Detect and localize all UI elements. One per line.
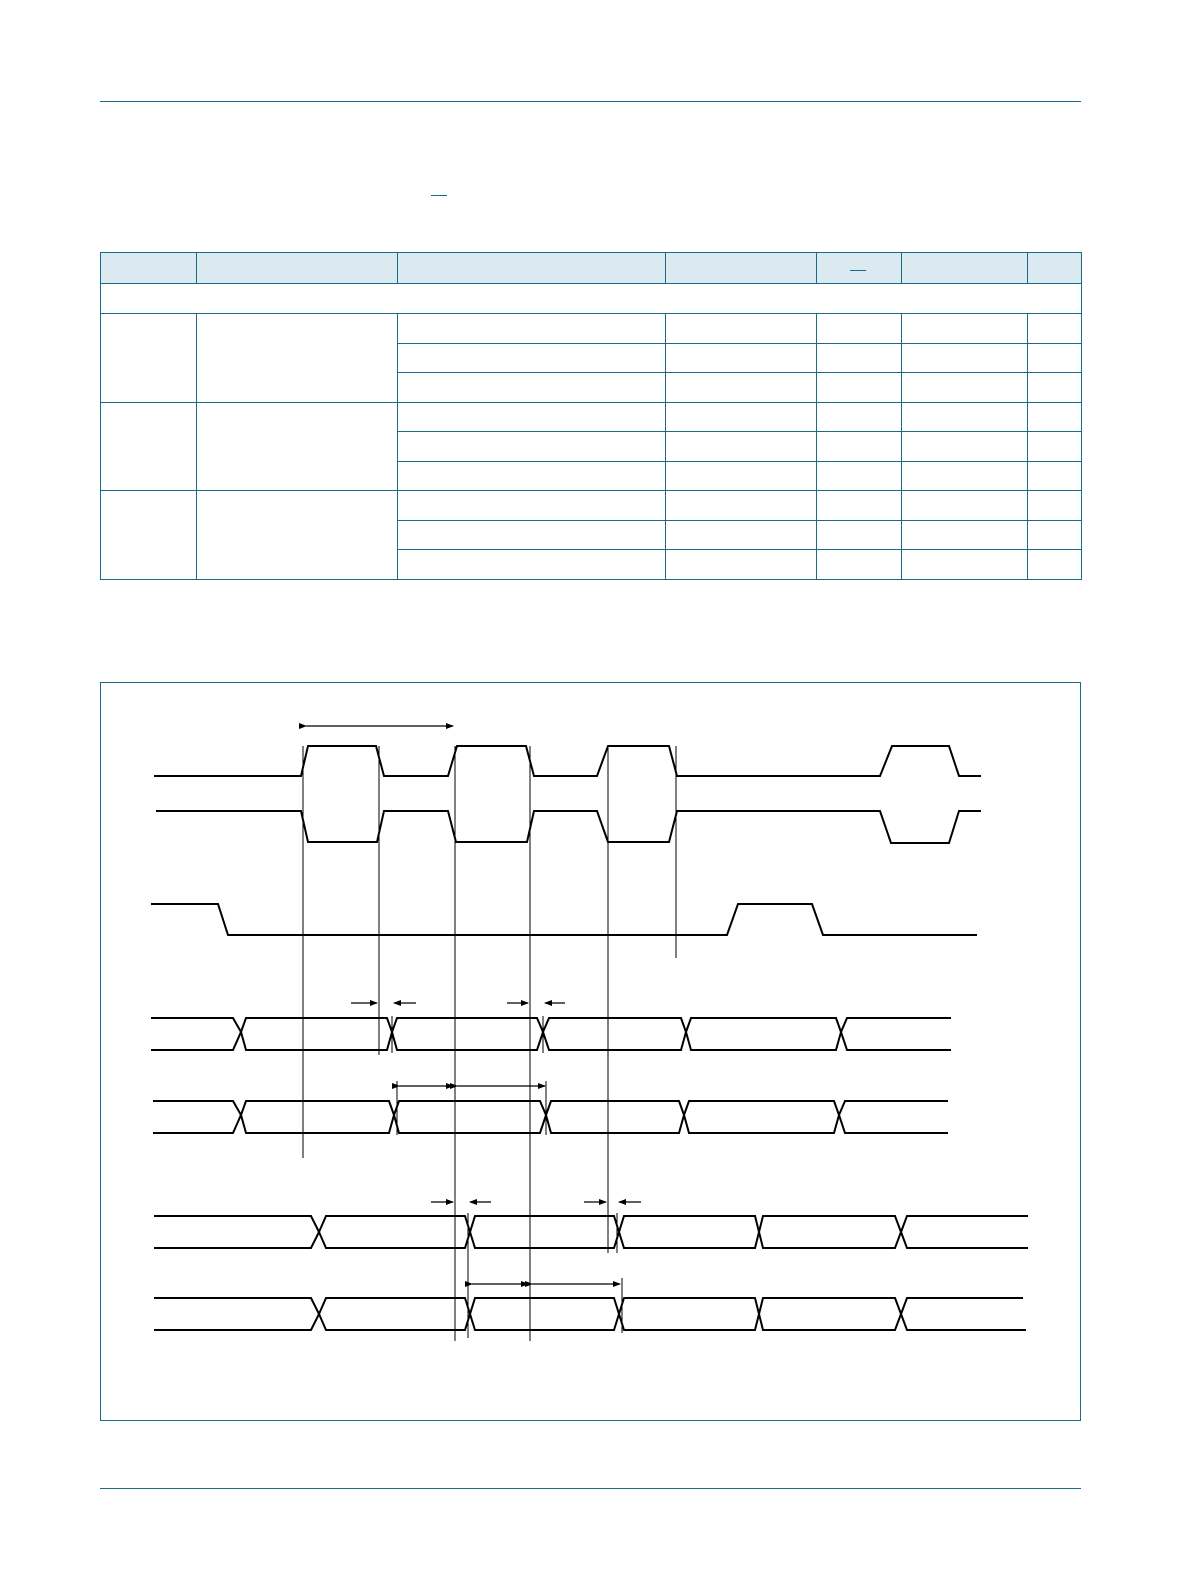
min-cell — [666, 461, 817, 491]
min-cell — [666, 520, 817, 550]
condition-cell — [398, 461, 666, 491]
typ-cell — [817, 461, 902, 491]
data-bus-1-bottom — [151, 1032, 951, 1050]
max-cell — [902, 550, 1028, 580]
typ-cell — [817, 520, 902, 550]
timing-arrows — [306, 726, 641, 1284]
overline-mark — [431, 195, 447, 196]
section-cell — [101, 283, 1082, 314]
header-cell — [902, 253, 1028, 284]
unit-cell — [1028, 550, 1082, 580]
specification-table — [100, 252, 1082, 580]
unit-cell — [1028, 402, 1082, 432]
table-row — [101, 491, 1082, 521]
condition-cell — [398, 314, 666, 344]
min-cell — [666, 314, 817, 344]
symbol-cell — [101, 491, 197, 580]
header-rule — [100, 101, 1081, 102]
data-bus-2-top — [153, 1101, 948, 1115]
typ-cell — [817, 373, 902, 403]
max-cell — [902, 461, 1028, 491]
unit-cell — [1028, 461, 1082, 491]
typ-cell — [817, 432, 902, 462]
condition-cell — [398, 402, 666, 432]
table-row — [101, 402, 1082, 432]
table-row — [101, 314, 1082, 344]
unit-cell — [1028, 373, 1082, 403]
max-cell — [902, 520, 1028, 550]
footer-rule — [100, 1488, 1081, 1489]
data-bus-1-top — [151, 1018, 951, 1032]
unit-cell — [1028, 314, 1082, 344]
max-cell — [902, 373, 1028, 403]
unit-cell — [1028, 343, 1082, 373]
symbol-cell — [101, 314, 197, 403]
typ-cell — [817, 491, 902, 521]
header-cell — [817, 253, 902, 284]
unit-cell — [1028, 520, 1082, 550]
max-cell — [902, 314, 1028, 344]
condition-cell — [398, 343, 666, 373]
data-bus-4-bottom — [154, 1314, 1026, 1330]
symbol-cell — [101, 402, 197, 491]
timing-diagram — [101, 683, 1080, 1420]
data-bus-3-top — [154, 1216, 1028, 1232]
min-cell — [666, 491, 817, 521]
typ-cell — [817, 550, 902, 580]
control-strobe-trace — [151, 904, 977, 935]
condition-cell — [398, 432, 666, 462]
unit-cell — [1028, 491, 1082, 521]
typ-cell — [817, 343, 902, 373]
reference-lines — [303, 746, 676, 1341]
typ-cell — [817, 314, 902, 344]
unit-cell — [1028, 432, 1082, 462]
parameter-cell — [197, 402, 398, 491]
condition-cell — [398, 550, 666, 580]
typ-cell — [817, 402, 902, 432]
min-cell — [666, 550, 817, 580]
parameter-cell — [197, 491, 398, 580]
header-cell — [1028, 253, 1082, 284]
data-bus-3-bottom — [154, 1232, 1028, 1248]
table-header-row — [101, 253, 1082, 284]
max-cell — [902, 491, 1028, 521]
min-cell — [666, 432, 817, 462]
header-cell — [101, 253, 197, 284]
table-section-row — [101, 283, 1082, 314]
header-overline — [850, 270, 866, 271]
data-bus-4-top — [154, 1298, 1023, 1314]
clock-positive-trace — [154, 746, 981, 776]
header-cell — [666, 253, 817, 284]
min-cell — [666, 402, 817, 432]
max-cell — [902, 432, 1028, 462]
min-cell — [666, 373, 817, 403]
condition-cell — [398, 373, 666, 403]
timing-diagram-figure — [100, 682, 1081, 1421]
data-bus-2-bottom — [153, 1115, 948, 1133]
min-cell — [666, 343, 817, 373]
header-cell — [197, 253, 398, 284]
header-cell — [398, 253, 666, 284]
condition-cell — [398, 520, 666, 550]
max-cell — [902, 343, 1028, 373]
max-cell — [902, 402, 1028, 432]
parameter-cell — [197, 314, 398, 403]
condition-cell — [398, 491, 666, 521]
clock-negative-trace — [156, 811, 981, 843]
